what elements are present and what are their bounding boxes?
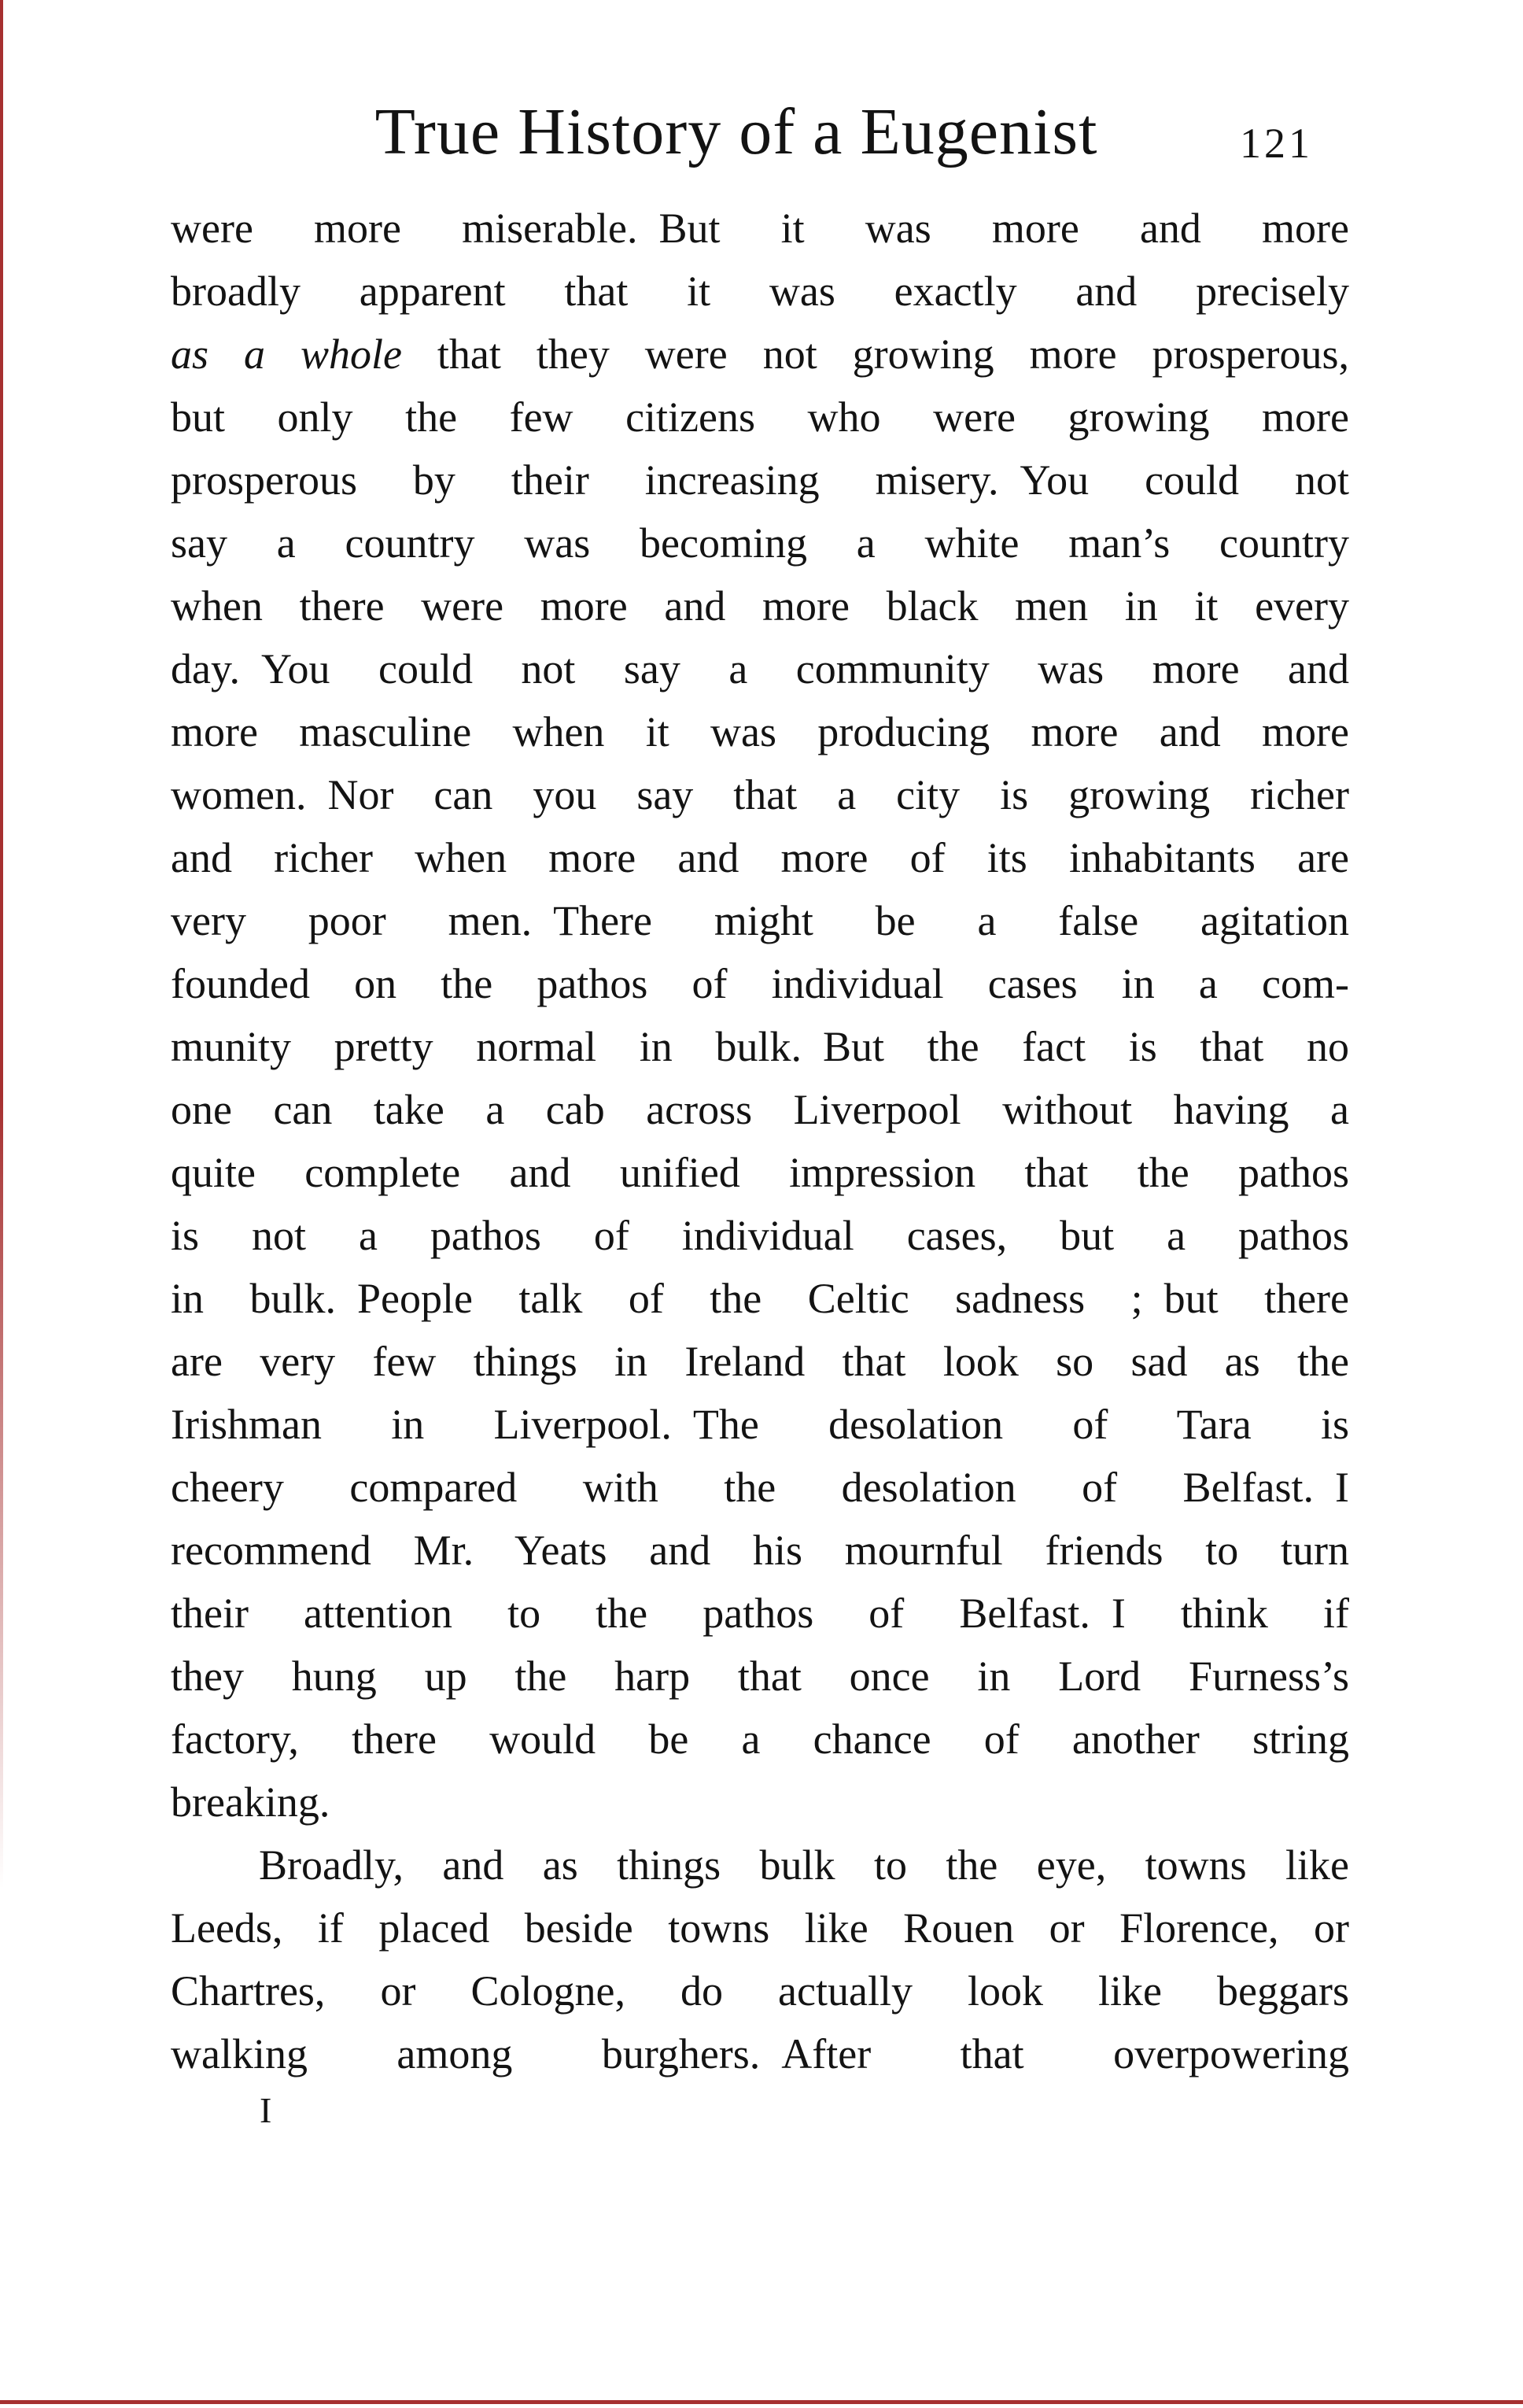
text-segment: recommend Mr. Yeats and his mournful friends to turn bbox=[171, 1527, 1349, 1574]
italic-text: as a whole bbox=[171, 331, 402, 378]
text-segment: their attention to the pathos of Belfast. I think if bbox=[171, 1590, 1349, 1637]
text-line bbox=[171, 323, 1349, 386]
text-line bbox=[171, 1645, 1349, 1708]
text-segment: when there were more and more black men in it every bbox=[171, 582, 1349, 630]
text-segment: is not a pathos of individual cases, but a pathos bbox=[171, 1212, 1349, 1259]
text-segment: munity pretty normal in bulk. But the fact is that no bbox=[171, 1023, 1349, 1070]
text-segment: walking among burghers. After that overpowering bbox=[171, 2030, 1349, 2077]
text-segment: women. Nor can you say that a city is growing richer bbox=[171, 771, 1349, 818]
text-line bbox=[171, 386, 1349, 449]
text-segment: day. You could not say a community was more and bbox=[171, 645, 1349, 692]
text-line bbox=[171, 1896, 1349, 1959]
text-segment: prosperous by their increasing misery. You could not bbox=[171, 456, 1349, 504]
text-line bbox=[171, 1834, 1349, 1896]
text-line bbox=[171, 763, 1349, 826]
text-line bbox=[171, 512, 1349, 574]
body-text-block bbox=[171, 197, 1349, 2085]
text-line bbox=[171, 1330, 1349, 1393]
text-line bbox=[171, 952, 1349, 1015]
text-segment: cheery compared with the desolation of Belfast. I bbox=[171, 1464, 1349, 1511]
text-line bbox=[171, 1519, 1349, 1582]
text-segment: quite complete and unified impression that the pathos bbox=[171, 1149, 1349, 1196]
text-line bbox=[171, 1959, 1349, 2022]
text-segment: they hung up the harp that once in Lord Furness’s bbox=[171, 1653, 1349, 1700]
text-line bbox=[171, 1204, 1349, 1267]
text-line bbox=[171, 574, 1349, 637]
page-number: 121 bbox=[1240, 120, 1313, 167]
text-segment: more masculine when it was producing more and more bbox=[171, 708, 1349, 755]
text-line bbox=[171, 2022, 1349, 2085]
text-line bbox=[171, 260, 1349, 323]
text-line bbox=[171, 1078, 1349, 1141]
text-line bbox=[171, 1267, 1349, 1330]
text-line bbox=[171, 1708, 1349, 1771]
text-line bbox=[171, 889, 1349, 952]
text-line bbox=[171, 700, 1349, 763]
text-segment: Leeds, if placed beside towns like Rouen or Florence, or bbox=[171, 1904, 1349, 1952]
signature-mark: I bbox=[260, 2090, 272, 2130]
text-segment: Chartres, or Cologne, do actually look like beggars bbox=[171, 1967, 1349, 2015]
text-segment: that they were not growing more prosperous, bbox=[401, 331, 1349, 378]
text-segment: and richer when more and more of its inhabitants are bbox=[171, 834, 1349, 881]
text-segment: one can take a cab across Liverpool without having a bbox=[171, 1086, 1349, 1133]
text-segment: Broadly, and as things bulk to the eye, towns like bbox=[259, 1841, 1349, 1889]
running-head bbox=[171, 93, 1349, 172]
text-segment: say a country was becoming a white man’s country bbox=[171, 519, 1349, 567]
text-line bbox=[171, 449, 1349, 512]
bottom-edge-red-line bbox=[0, 2400, 1523, 2404]
text-segment: in bulk. People talk of the Celtic sadness ; but there bbox=[171, 1275, 1349, 1322]
text-line bbox=[171, 1015, 1349, 1078]
text-line bbox=[171, 637, 1349, 700]
text-segment: Irishman in Liverpool. The desolation of Tara is bbox=[171, 1401, 1349, 1448]
text-segment: but only the few citizens who were growing more bbox=[171, 393, 1349, 441]
text-segment: broadly apparent that it was exactly and precisely bbox=[171, 268, 1349, 315]
text-line bbox=[171, 1141, 1349, 1204]
left-edge-red-line bbox=[0, 0, 3, 1889]
text-segment: are very few things in Ireland that look so sad as the bbox=[171, 1338, 1349, 1385]
text-line bbox=[171, 826, 1349, 889]
text-segment: were more miserable. But it was more and more bbox=[171, 205, 1349, 252]
text-segment: founded on the pathos of individual cases in a com- bbox=[171, 960, 1349, 1007]
page-title: True History of a Eugenist bbox=[374, 95, 1098, 168]
text-line bbox=[171, 1582, 1349, 1645]
text-segment: breaking. bbox=[171, 1778, 330, 1826]
text-line bbox=[171, 1393, 1349, 1456]
text-segment: very poor men. There might be a false agitation bbox=[171, 897, 1349, 944]
text-segment: factory, there would be a chance of another string bbox=[171, 1716, 1349, 1763]
text-line bbox=[171, 1456, 1349, 1519]
text-line bbox=[171, 1771, 1349, 1834]
text-line bbox=[171, 197, 1349, 260]
